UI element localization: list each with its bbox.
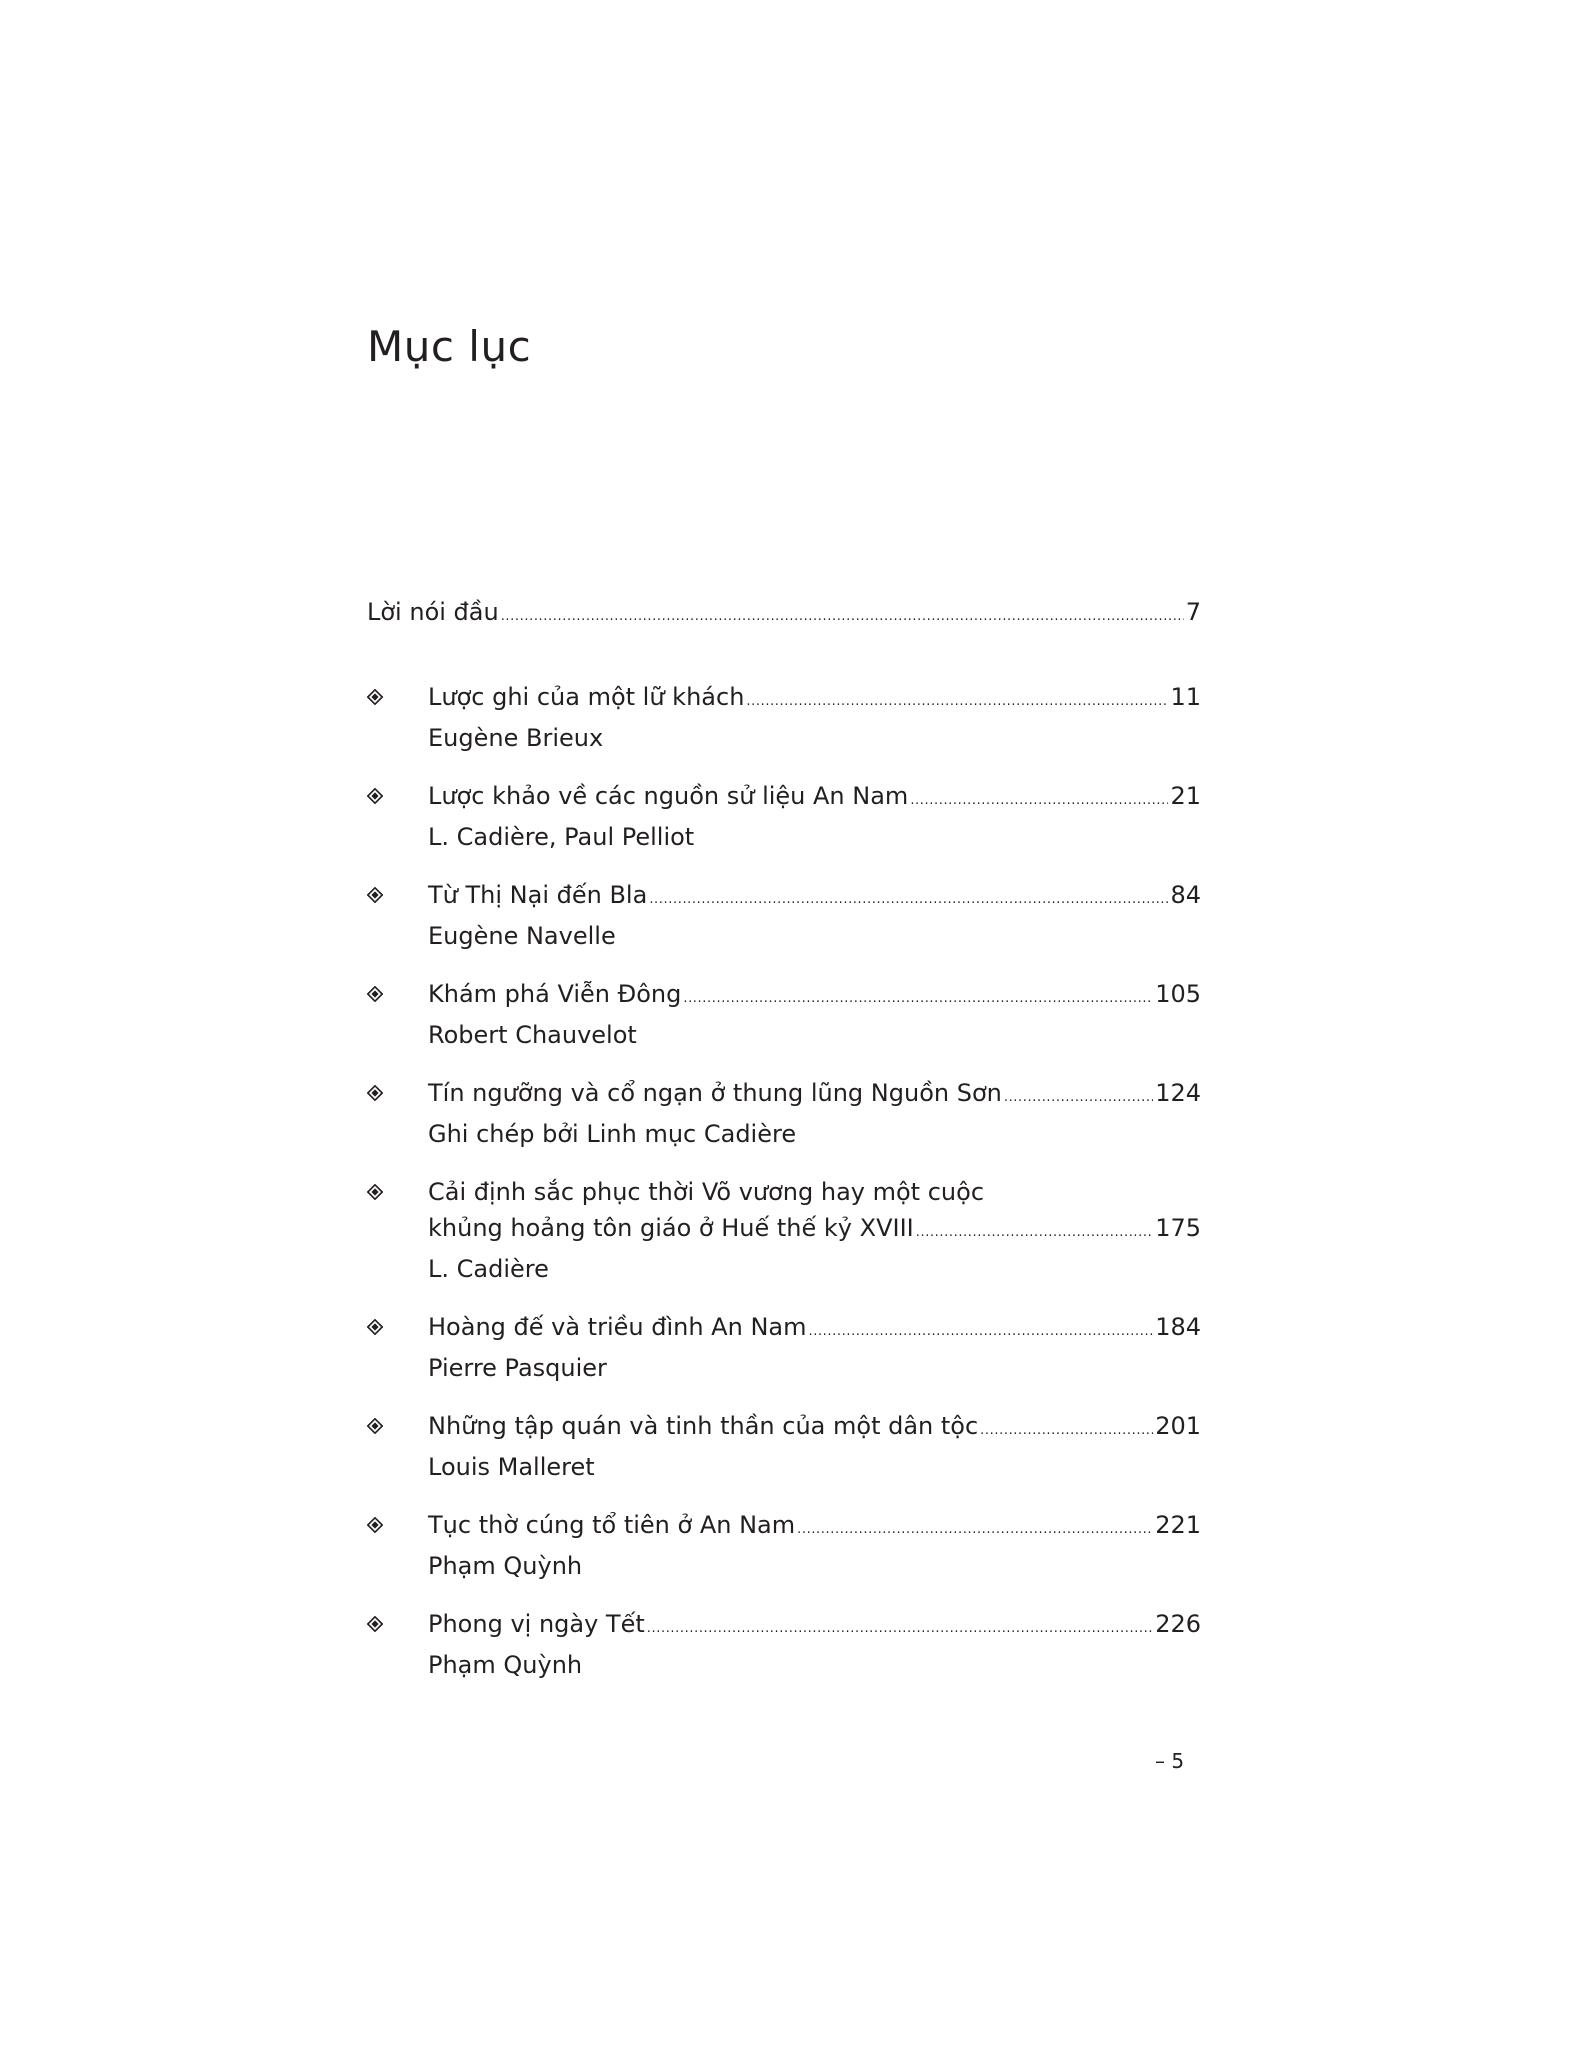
page-title: Mục lục xyxy=(367,322,532,371)
table-of-contents xyxy=(367,594,1201,1705)
dot-leader xyxy=(808,1314,1153,1350)
toc-entry-title: Tục thờ cúng tổ tiên ở An Nam xyxy=(428,1511,796,1539)
diamond-bullet-icon xyxy=(367,1517,383,1533)
diamond-bullet-icon xyxy=(367,1616,383,1632)
toc-entry-title: Phong vị ngày Tết xyxy=(428,1610,645,1638)
toc-entry[interactable] xyxy=(367,778,1201,855)
toc-entry-title: Tín ngưỡng và cổ ngạn ở thung lũng Nguồn Sơn xyxy=(428,1079,1002,1107)
toc-entry-page: 124 xyxy=(1155,1079,1201,1107)
dot-leader xyxy=(797,1512,1153,1548)
toc-entry-preface[interactable] xyxy=(367,594,1201,635)
toc-entry-page: 7 xyxy=(1185,598,1201,626)
toc-entry-author: Phạm Quỳnh xyxy=(428,1651,583,1679)
toc-entry[interactable] xyxy=(367,1309,1201,1386)
toc-entry-page: 184 xyxy=(1155,1313,1201,1341)
diamond-bullet-icon xyxy=(367,1085,383,1101)
diamond-bullet-icon xyxy=(367,1418,383,1434)
toc-entry-title-line: Cải định sắc phục thời Võ vương hay một cuộc xyxy=(428,1178,985,1206)
toc-entry-title: khủng hoảng tôn giáo ở Huế thế kỷ XVIII xyxy=(428,1214,914,1242)
toc-entry-page: 11 xyxy=(1170,683,1201,711)
diamond-bullet-icon xyxy=(367,1184,383,1200)
dot-leader xyxy=(649,882,1168,918)
diamond-bullet-icon xyxy=(367,887,383,903)
toc-entry-page: 221 xyxy=(1155,1511,1201,1539)
toc-entry-title: Khám phá Viễn Đông xyxy=(428,980,682,1008)
dot-leader xyxy=(1004,1080,1153,1116)
diamond-bullet-icon xyxy=(367,1319,383,1335)
toc-entry-title: Lược ghi của một lữ khách xyxy=(428,683,745,711)
toc-entry-page: 175 xyxy=(1155,1214,1201,1242)
toc-entry[interactable] xyxy=(367,1606,1201,1683)
dot-leader xyxy=(980,1413,1153,1449)
dot-leader xyxy=(647,1611,1153,1647)
toc-entry-author: Louis Malleret xyxy=(428,1453,595,1481)
toc-entry-title: Lời nói đầu xyxy=(367,598,499,626)
toc-entry-author: Robert Chauvelot xyxy=(428,1021,637,1049)
diamond-bullet-icon xyxy=(367,986,383,1002)
toc-entry-page: 201 xyxy=(1155,1412,1201,1440)
toc-entry-author: Eugène Brieux xyxy=(428,724,604,752)
toc-entry-title: Từ Thị Nại đến Bla xyxy=(428,881,648,909)
toc-entry-author: Eugène Navelle xyxy=(428,922,616,950)
toc-entry-title: Những tập quán và tinh thần của một dân tộc xyxy=(428,1412,979,1440)
page-number: – 5 xyxy=(1155,1749,1185,1773)
dot-leader xyxy=(683,981,1153,1017)
toc-entry[interactable] xyxy=(367,877,1201,954)
toc-entry[interactable] xyxy=(367,679,1201,756)
diamond-bullet-icon xyxy=(367,689,383,705)
toc-entry-title: Lược khảo về các nguồn sử liệu An Nam xyxy=(428,782,909,810)
toc-entry-author: Ghi chép bởi Linh mục Cadière xyxy=(428,1120,797,1148)
toc-entry-author: Phạm Quỳnh xyxy=(428,1552,583,1580)
toc-entry-page: 21 xyxy=(1170,782,1201,810)
toc-entry[interactable] xyxy=(367,1507,1201,1584)
toc-entry-author: L. Cadière xyxy=(428,1255,549,1283)
toc-entry-page: 105 xyxy=(1155,980,1201,1008)
toc-entry-title: Hoàng đế và triều đình An Nam xyxy=(428,1313,807,1341)
toc-entry[interactable] xyxy=(367,1075,1201,1152)
dot-leader xyxy=(916,1215,1153,1251)
toc-entry[interactable] xyxy=(367,1174,1201,1287)
toc-entry-page: 84 xyxy=(1170,881,1201,909)
toc-entry-author: L. Cadière, Paul Pelliot xyxy=(428,823,695,851)
dot-leader xyxy=(910,783,1168,819)
toc-entry-author: Pierre Pasquier xyxy=(428,1354,607,1382)
dot-leader xyxy=(746,684,1168,720)
dot-leader xyxy=(501,599,1184,635)
toc-entry-page: 226 xyxy=(1155,1610,1201,1638)
toc-entry[interactable] xyxy=(367,1408,1201,1485)
toc-entry[interactable] xyxy=(367,976,1201,1053)
diamond-bullet-icon xyxy=(367,788,383,804)
